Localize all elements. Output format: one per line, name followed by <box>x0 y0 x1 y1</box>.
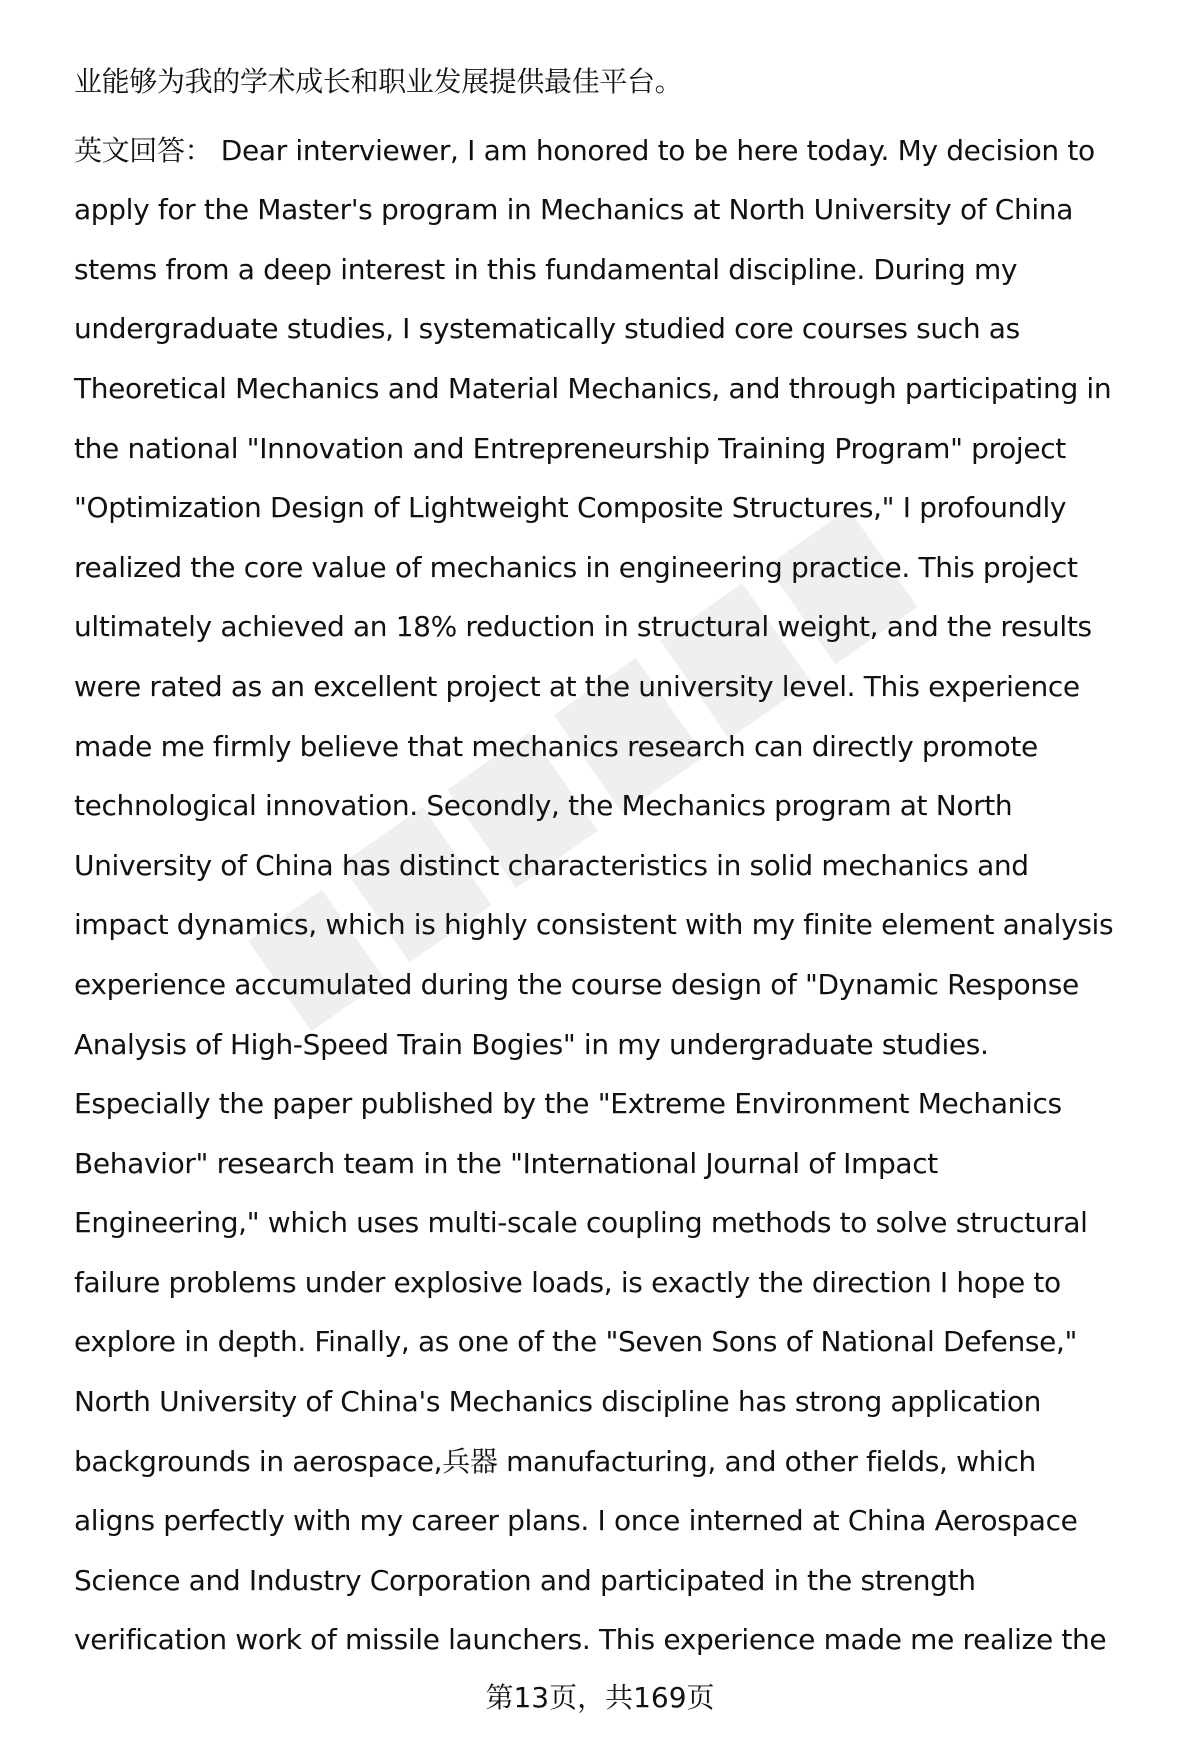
text-line: "Optimization Design of Lightweight Composite Structures," I profoundly <box>74 491 1067 525</box>
text-line: failure problems under explosive loads, is exactly the direction I hope to <box>74 1265 1061 1299</box>
text-line: North University of China's Mechanics discipline has strong application <box>74 1385 1042 1419</box>
page-number: 第13页，共169页 <box>485 1681 715 1714</box>
text-line: made me firmly believe that mechanics research can directly promote <box>74 729 1038 763</box>
text-line: technological innovation. Secondly, the Mechanics program at North <box>74 789 1013 823</box>
text-line: explore in depth. Finally, as one of the "Seven Sons of National Defense," <box>74 1325 1078 1359</box>
text-line: Theoretical Mechanics and Material Mechanics, and through participating in <box>74 371 1112 405</box>
text-line: were rated as an excellent project at the university level. This experience <box>74 669 1080 703</box>
text-line: 业能够为我的学术成长和职业发展提供最佳平台。 <box>74 65 683 98</box>
text-line: Especially the paper published by the "Extreme Environment Mechanics <box>74 1087 1062 1121</box>
text-line: ultimately achieved an 18% reduction in structural weight, and the results <box>74 610 1092 644</box>
text-line: impact dynamics, which is highly consistent with my finite element analysis <box>74 908 1114 942</box>
text-line: 英文回答： Dear interviewer, I am honored to be here today. My decision to <box>74 133 1095 167</box>
text-line: backgrounds in aerospace,兵器 manufacturing, and other fields, which <box>74 1444 1036 1478</box>
text-line: aligns perfectly with my career plans. I once interned at China Aerospace <box>74 1504 1078 1538</box>
text-line: apply for the Master's program in Mechanics at North University of China <box>74 193 1074 227</box>
text-line: experience accumulated during the course design of "Dynamic Response <box>74 967 1079 1001</box>
text-line: Behavior" research team in the "International Journal of Impact <box>74 1146 938 1180</box>
text-line: stems from a deep interest in this fundamental discipline. During my <box>74 252 1018 286</box>
text-line: the national "Innovation and Entrepreneurship Training Program" project <box>74 431 1066 465</box>
text-line: verification work of missile launchers. This experience made me realize the <box>74 1623 1107 1657</box>
text-line: undergraduate studies, I systematically studied core courses such as <box>74 312 1020 346</box>
document-body <box>74 52 1154 1670</box>
text-line: Engineering," which uses multi-scale coupling methods to solve structural <box>74 1206 1088 1240</box>
text-line: Science and Industry Corporation and participated in the strength <box>74 1563 976 1597</box>
text-line: realized the core value of mechanics in engineering practice. This project <box>74 550 1078 584</box>
text-line: University of China has distinct characteristics in solid mechanics and <box>74 848 1029 882</box>
text-line: Analysis of High-Speed Train Bogies" in my undergraduate studies. <box>74 1027 989 1061</box>
